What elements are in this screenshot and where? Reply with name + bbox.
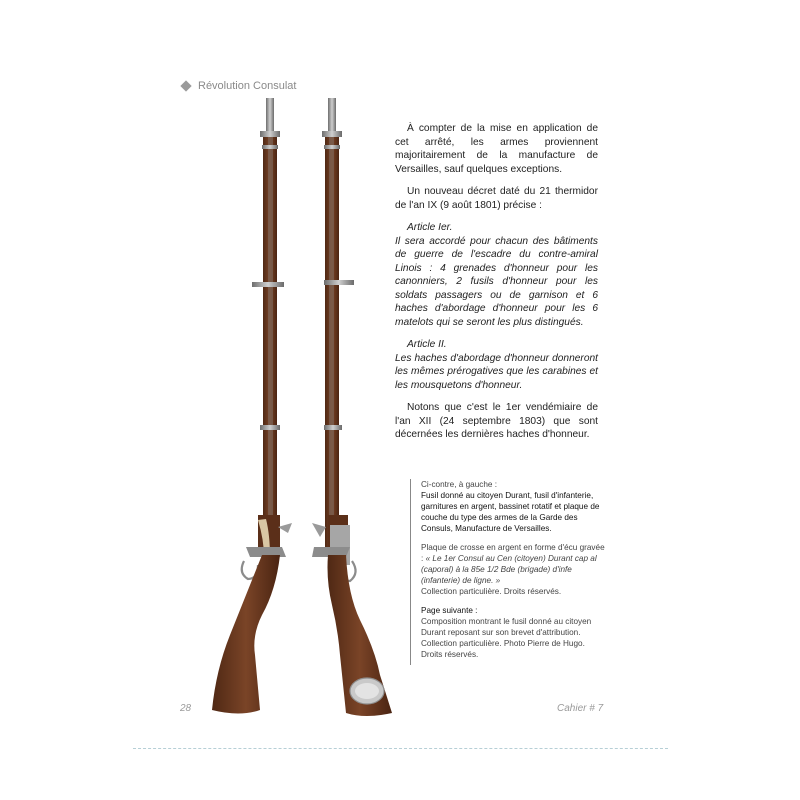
article-1-title: Article Ier.: [407, 222, 453, 233]
diamond-bullet-icon: [180, 80, 191, 91]
paragraph: À compter de la mise en application de cet arrêté, les armes proviennent majoritairement de la manufacture de Versailles, sauf quelques exceptions.: [395, 123, 598, 175]
photo-caption: [410, 479, 607, 665]
body-text: [395, 122, 598, 451]
caption-credit: Collection particulière. Droits réservés.: [421, 587, 562, 596]
bottom-rule: [133, 748, 668, 749]
caption-title: Page suivante :: [421, 606, 478, 615]
page-number: 28: [180, 703, 192, 714]
article-2: [395, 338, 598, 392]
right-rifle: [312, 98, 392, 716]
caption-block-3: [421, 605, 607, 660]
left-rifle: [212, 98, 292, 714]
caption-text: Composition montrant le fusil donné au citoyen Durant reposant sur son brevet d'attribution. Collection particulière. Photo Pierre de Hugo. Droits réservés.: [421, 617, 592, 659]
caption-quote: « Le 1er Consul au Cen (citoyen) Durant cap al (caporal) à la 85e 1/2 Bde (brigade) d'infe (infanterie) de ligne. »: [421, 554, 597, 585]
caption-text: Fusil donné au citoyen Durant, fusil d'infanterie, garnitures en argent, bassinet rotatif et plaque de couche du type des armes de la Garde des Consuls, Manufacture de Versailles.: [421, 491, 600, 533]
article-2-title: Article II.: [407, 339, 447, 350]
caption-text: Plaque de crosse en argent en forme d'écu gravée :: [421, 543, 605, 563]
article-1: [395, 221, 598, 329]
journal-title: Cahier # 7: [557, 703, 604, 714]
article-2-text: Les haches d'abordage d'honneur donneront les mêmes prérogatives que les carabines et les mousquetons d'honneur.: [395, 352, 598, 391]
paragraph: Notons que c'est le 1er vendémiaire de l'an XII (24 septembre 1803) que sont décernées les dernières haches d'honneur.: [395, 402, 598, 440]
section-header: [182, 80, 296, 92]
section-title: Révolution Consulat: [198, 80, 297, 92]
rifles-photo: [200, 95, 410, 720]
article-1-text: Il sera accordé pour chacun des bâtiments de guerre de l'escadre du contre-amiral Linois : 4 grenades d'honneur pour les canonniers, 2 fusils d'honneur pour les soldats passagers ou de garnison et 6 haches d'abordage d'honneur pour les 6 matelots qui se seront les plus distingués.: [395, 235, 598, 328]
caption-block-1: [421, 479, 607, 534]
paragraph: Un nouveau décret daté du 21 thermidor de l'an IX (9 août 1801) précise :: [395, 186, 598, 211]
caption-block-2: [421, 542, 607, 597]
caption-title: Ci-contre, à gauche :: [421, 480, 498, 489]
